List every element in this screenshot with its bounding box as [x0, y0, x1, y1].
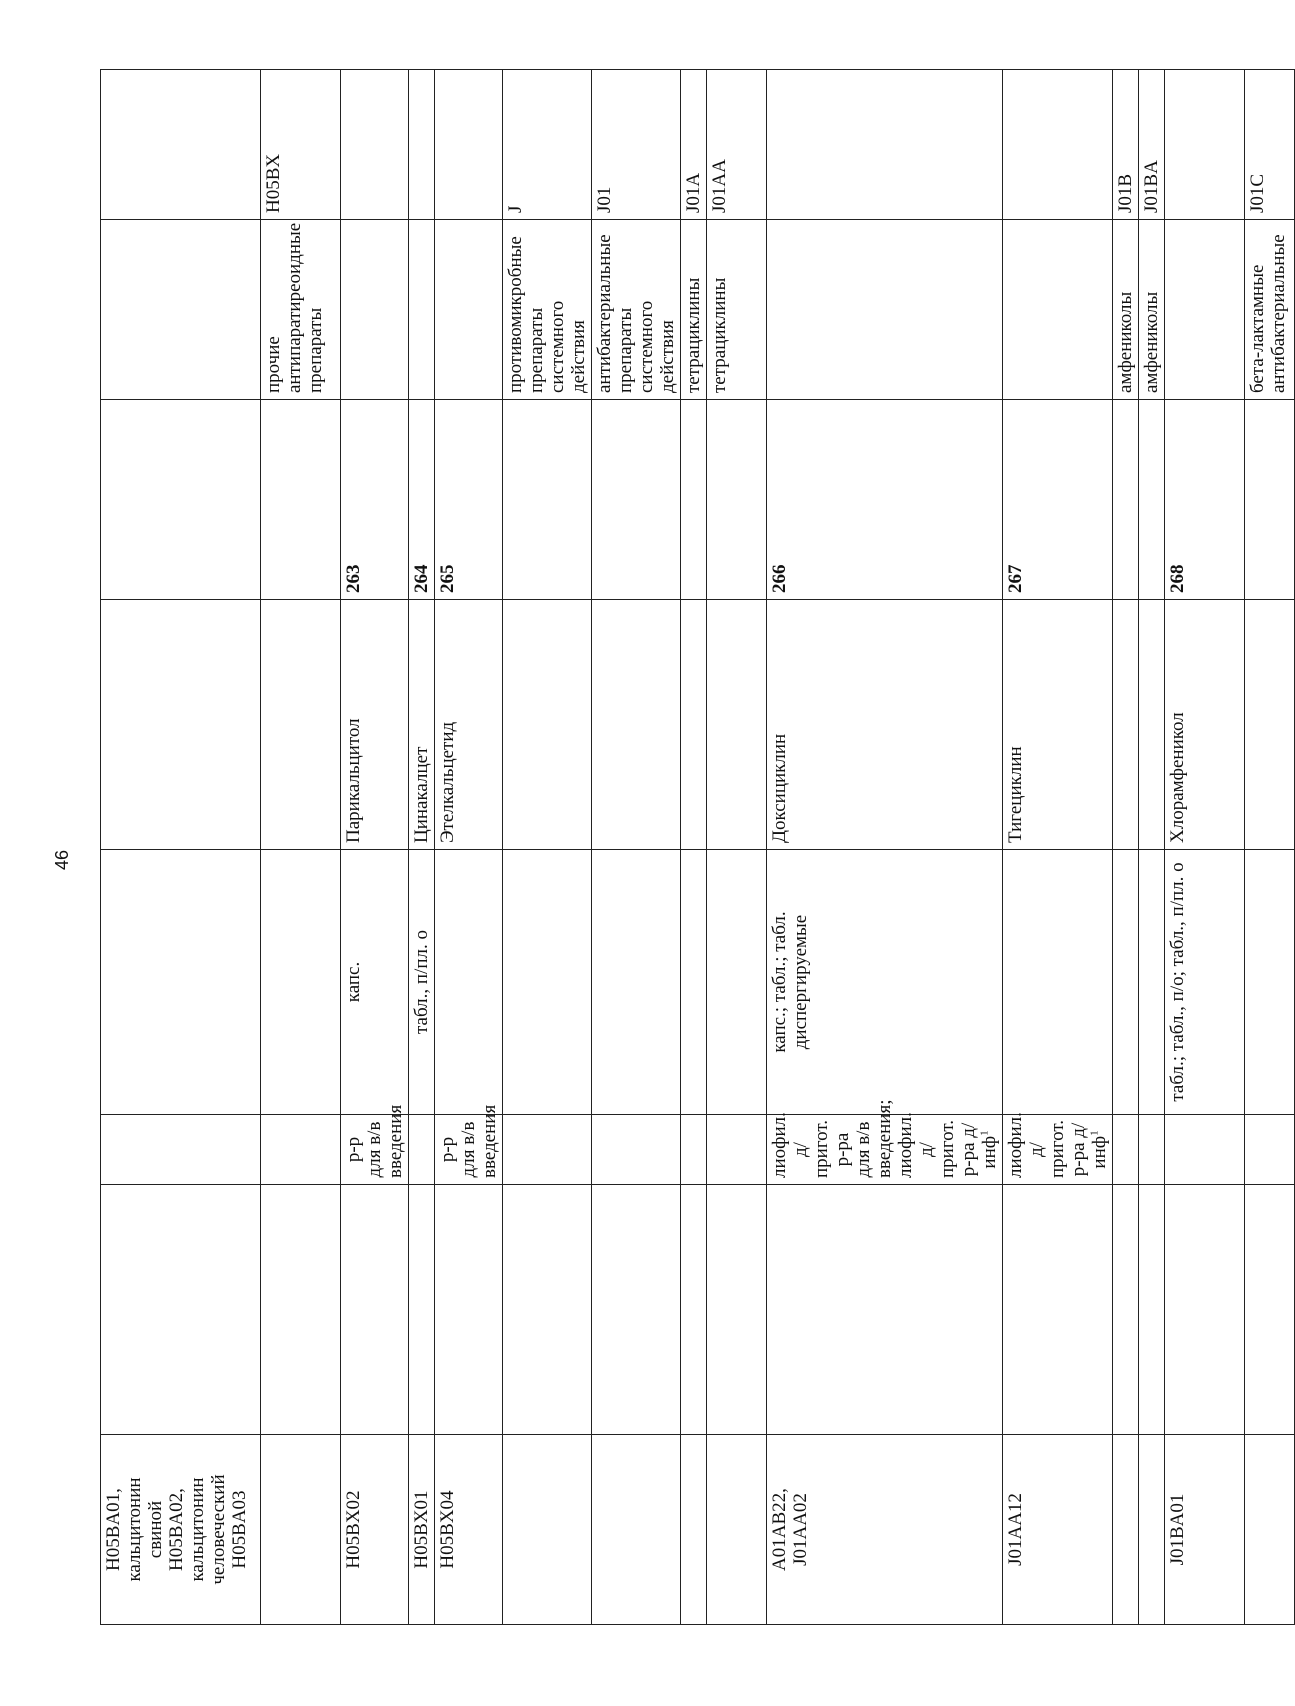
num-cell — [1139, 400, 1165, 600]
form1-cell — [681, 850, 707, 1115]
num-cell — [409, 400, 435, 600]
table-row — [261, 70, 341, 1625]
table-row — [409, 70, 435, 1625]
atc-cell — [503, 1435, 592, 1625]
form2-cell — [261, 1115, 341, 1185]
code-cell — [409, 70, 435, 220]
code-cell-text: J01C — [1247, 173, 1268, 213]
form2-cell — [101, 1115, 261, 1185]
extra-cell — [435, 1185, 503, 1435]
atc-code-line: H05BX01 — [411, 1490, 432, 1569]
code-cell — [435, 70, 503, 220]
form2-cell — [707, 1115, 767, 1185]
code-cell — [261, 70, 341, 220]
atc-code-line: H05BA02, — [166, 1488, 187, 1571]
group-cell-text: бета-лактамные антибактериальные — [1247, 234, 1289, 393]
group-cell — [1139, 220, 1165, 400]
code-cell — [503, 70, 592, 220]
table-row — [1113, 70, 1139, 1625]
form2-cell-text: лиофил. д/пригот. р-ра д/инф — [1005, 1112, 1110, 1178]
num-cell — [503, 400, 592, 600]
num-cell-text: 266 — [769, 564, 790, 593]
form1-cell — [101, 850, 261, 1115]
group-cell-text: амфениколы — [1141, 291, 1162, 393]
code-cell — [1003, 70, 1113, 220]
code-cell-text: J01BA — [1141, 160, 1162, 213]
form1-cell — [1165, 850, 1245, 1115]
num-cell — [707, 400, 767, 600]
name-cell-text: Хлорамфеникол — [1167, 712, 1188, 843]
extra-cell — [1003, 1185, 1113, 1435]
name-cell — [1165, 600, 1245, 850]
code-cell-text: J — [505, 205, 526, 213]
form1-cell — [1113, 850, 1139, 1115]
group-cell — [1245, 220, 1295, 400]
name-cell — [341, 600, 409, 850]
group-cell-text: тетрациклины — [709, 277, 730, 393]
form1-cell — [261, 850, 341, 1115]
group-cell-text: прочие антипаратиреоидные препараты — [263, 222, 326, 393]
group-cell — [101, 220, 261, 400]
form1-cell — [435, 850, 503, 1115]
form2-cell-text: р-р для в/в введения — [343, 1104, 406, 1178]
form1-cell — [341, 850, 409, 1115]
name-cell-text: Тигециклин — [1005, 746, 1026, 843]
form1-cell — [1245, 850, 1295, 1115]
group-cell — [592, 220, 681, 400]
form1-cell-text: табл., п/пл. о — [411, 930, 432, 1034]
atc-code-line: J01BA01 — [1167, 1493, 1188, 1566]
code-cell — [707, 70, 767, 220]
form1-cell-text: капс.; табл.; табл. диспергируемые — [769, 911, 811, 1053]
table-row — [503, 70, 592, 1625]
atc-cell — [435, 1435, 503, 1625]
code-cell-text: J01B — [1115, 173, 1136, 213]
group-cell — [435, 220, 503, 400]
num-cell-text: 263 — [343, 564, 364, 593]
atc-code-line: человеческий — [208, 1474, 229, 1585]
form2-cell — [409, 1115, 435, 1185]
footnote-marker: 1 — [978, 1130, 991, 1136]
atc-code-line: H05BX02 — [343, 1490, 364, 1569]
name-cell — [409, 600, 435, 850]
code-cell — [767, 70, 1003, 220]
extra-cell — [767, 1185, 1003, 1435]
atc-cell — [681, 1435, 707, 1625]
extra-cell — [681, 1185, 707, 1435]
group-cell — [767, 220, 1003, 400]
code-cell — [681, 70, 707, 220]
atc-cell — [1003, 1435, 1113, 1625]
atc-code-line: свиной — [145, 1500, 166, 1559]
atc-cell — [409, 1435, 435, 1625]
code-cell — [1165, 70, 1245, 220]
atc-code-line: A01AB22, — [769, 1488, 790, 1571]
atc-cell — [707, 1435, 767, 1625]
form2-cell — [1245, 1115, 1295, 1185]
form2-cell — [767, 1099, 1003, 1185]
atc-code-line: H05BA03 — [229, 1490, 250, 1569]
code-cell — [1139, 70, 1165, 220]
group-cell-text: противомикробные препараты системного действия — [505, 236, 589, 393]
atc-cell — [1139, 1435, 1165, 1625]
extra-cell — [1139, 1185, 1165, 1435]
name-cell-text: Цинакалцет — [411, 746, 432, 843]
group-cell — [1165, 220, 1245, 400]
extra-cell — [261, 1185, 341, 1435]
atc-cell — [1113, 1435, 1139, 1625]
name-cell — [1245, 600, 1295, 850]
code-cell-text: J01A — [683, 172, 704, 213]
name-cell — [261, 600, 341, 850]
form1-cell — [1003, 850, 1113, 1115]
form1-cell — [1139, 850, 1165, 1115]
extra-cell — [503, 1185, 592, 1435]
name-cell — [101, 600, 261, 850]
group-cell — [707, 220, 767, 400]
form1-cell — [592, 850, 681, 1115]
table-row — [767, 70, 1003, 1625]
atc-code-line: H05BA01, — [103, 1488, 124, 1571]
form1-cell — [409, 850, 435, 1115]
name-cell-text: Доксициклин — [769, 733, 790, 843]
atc-cell — [101, 1435, 261, 1625]
atc-cell — [1165, 1435, 1245, 1625]
group-cell — [503, 220, 592, 400]
footnote-marker: 1 — [1088, 1130, 1101, 1136]
table-row — [435, 70, 503, 1625]
form2-cell — [1003, 1112, 1113, 1185]
atc-code-line: J01AA12 — [1005, 1493, 1026, 1566]
group-cell-text: тетрациклины — [683, 277, 704, 393]
code-cell — [1245, 70, 1295, 220]
extra-cell — [409, 1185, 435, 1435]
table-row — [707, 70, 767, 1625]
code-cell — [341, 70, 409, 220]
form1-cell — [707, 850, 767, 1115]
num-cell — [341, 400, 409, 600]
name-cell — [592, 600, 681, 850]
name-cell-text: Этелкальцетид — [437, 721, 458, 843]
code-cell — [1113, 70, 1139, 220]
table-row — [101, 70, 261, 1625]
num-cell — [767, 400, 1003, 600]
table-row — [1165, 70, 1245, 1625]
extra-cell — [101, 1185, 261, 1435]
group-cell — [341, 220, 409, 400]
name-cell — [767, 600, 1003, 850]
form2-cell-text: лиофил. д/пригот. р-ра для в/в введения; лиофил. д/пригот. р-ра д/инф — [769, 1099, 1000, 1178]
name-cell — [681, 600, 707, 850]
name-cell — [503, 600, 592, 850]
extra-cell — [341, 1185, 409, 1435]
atc-code-line: кальцитонин — [124, 1477, 145, 1582]
code-cell-text: H05BX — [263, 153, 284, 213]
num-cell-text: 265 — [437, 564, 458, 593]
atc-code-line: кальцитонин — [187, 1477, 208, 1582]
num-cell — [101, 400, 261, 600]
form2-cell — [435, 1104, 503, 1185]
code-cell-text: J01AA — [709, 159, 730, 213]
form2-cell — [341, 1104, 409, 1185]
name-cell — [707, 600, 767, 850]
form2-cell — [1139, 1115, 1165, 1185]
num-cell — [1245, 400, 1295, 600]
atc-cell — [1245, 1435, 1295, 1625]
code-cell-text: J01 — [594, 186, 615, 213]
form1-cell — [503, 850, 592, 1115]
form2-cell — [1165, 1115, 1245, 1185]
code-cell — [592, 70, 681, 220]
table-row — [341, 70, 409, 1625]
table-row — [1003, 70, 1113, 1625]
form1-cell — [767, 850, 1003, 1115]
name-cell — [1003, 600, 1113, 850]
page-number: 46 — [52, 849, 72, 871]
table-row — [1245, 70, 1295, 1625]
extra-cell — [1113, 1185, 1139, 1435]
drug-table — [100, 69, 1295, 1625]
form2-cell — [1113, 1115, 1139, 1185]
extra-cell — [1165, 1185, 1245, 1435]
num-cell — [435, 400, 503, 600]
rotated-table-container — [100, 70, 1289, 1625]
group-cell — [1113, 220, 1139, 400]
num-cell — [1165, 400, 1245, 600]
group-cell — [261, 220, 341, 400]
atc-cell — [261, 1435, 341, 1625]
group-cell — [1003, 220, 1113, 400]
table-row — [681, 70, 707, 1625]
extra-cell — [592, 1185, 681, 1435]
num-cell — [681, 400, 707, 600]
num-cell-text: 268 — [1167, 564, 1188, 593]
extra-cell — [707, 1185, 767, 1435]
name-cell-text: Парикальцитол — [343, 718, 364, 843]
form1-cell-text: табл.; табл., п/о; табл., п/пл. о — [1167, 862, 1188, 1102]
table-row — [592, 70, 681, 1625]
code-cell — [101, 70, 261, 220]
atc-code-line: H05BX04 — [437, 1490, 458, 1569]
num-cell — [592, 400, 681, 600]
form2-cell — [592, 1115, 681, 1185]
num-cell-text: 264 — [411, 564, 432, 593]
atc-cell — [341, 1435, 409, 1625]
num-cell-text: 267 — [1005, 564, 1026, 593]
form1-cell-text: капс. — [343, 961, 364, 1003]
group-cell — [681, 220, 707, 400]
num-cell — [261, 400, 341, 600]
name-cell — [1139, 600, 1165, 850]
form2-cell-text: р-р для в/в введения — [437, 1104, 500, 1178]
extra-cell — [1245, 1185, 1295, 1435]
num-cell — [1003, 400, 1113, 600]
form2-cell — [503, 1115, 592, 1185]
group-cell-text: антибактериальные препараты системного действия — [594, 234, 678, 393]
name-cell — [435, 600, 503, 850]
name-cell — [1113, 600, 1139, 850]
atc-code-line: J01AA02 — [790, 1493, 811, 1566]
group-cell — [409, 220, 435, 400]
form2-cell — [681, 1115, 707, 1185]
group-cell-text: амфениколы — [1115, 291, 1136, 393]
num-cell — [1113, 400, 1139, 600]
atc-cell — [592, 1435, 681, 1625]
table-row — [1139, 70, 1165, 1625]
atc-cell — [767, 1435, 1003, 1625]
